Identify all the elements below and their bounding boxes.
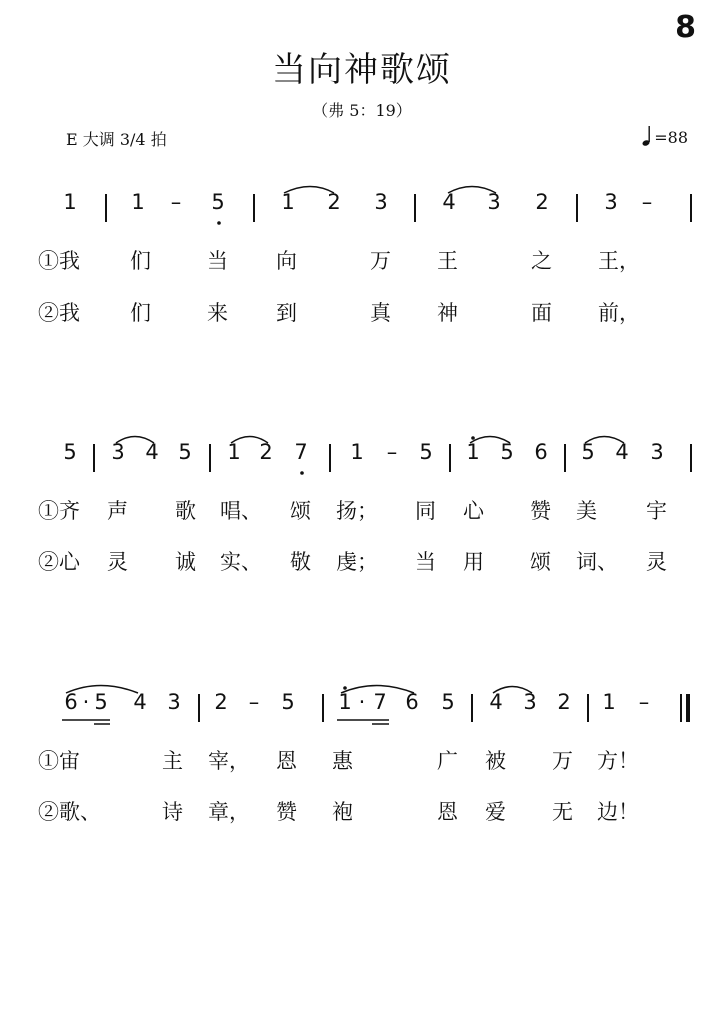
lyric: 恩	[437, 800, 458, 824]
note: 4	[442, 190, 456, 214]
note-extension: –	[386, 440, 398, 464]
note: 2	[535, 190, 549, 214]
key-and-meter: E 大调 3/4 拍	[66, 130, 167, 149]
lyric: 美	[576, 499, 597, 523]
slur	[470, 437, 510, 444]
note: 4	[489, 690, 503, 714]
lyric: 当	[415, 550, 436, 574]
slurs-and-octave-dots	[0, 440, 724, 500]
note: 5	[211, 190, 225, 214]
upper-octave-dot	[471, 436, 475, 440]
lyric: ①齐	[38, 499, 80, 523]
lyric: 章，	[208, 800, 250, 824]
notation-line-1	[0, 190, 724, 250]
lyric: 万	[370, 249, 391, 273]
note: 4	[615, 440, 629, 464]
note: 2	[557, 690, 571, 714]
notation-line-3	[0, 690, 724, 750]
lyric: 之	[531, 249, 552, 273]
lyric: 们	[130, 249, 151, 273]
slurs-underlines-and-octave-dots	[0, 690, 724, 750]
note: 1	[227, 440, 241, 464]
slur	[341, 686, 414, 694]
note: 1	[350, 440, 364, 464]
lyric: 宰，	[208, 749, 250, 773]
lower-octave-dot	[300, 471, 304, 475]
note: 7	[373, 690, 387, 714]
lyric: 来	[207, 301, 228, 325]
lyric: 词、	[576, 550, 618, 574]
augmentation-dot: ·	[358, 690, 366, 714]
slur	[116, 437, 154, 444]
lyric: 爱	[485, 800, 506, 824]
lyric: 王，	[598, 249, 640, 273]
note: 3	[374, 190, 388, 214]
lyric: 边！	[597, 800, 639, 824]
lyrics-verse-2-line-1	[0, 297, 724, 357]
slur	[66, 686, 138, 694]
lyric: 实、	[220, 550, 262, 574]
page-number: 8	[675, 10, 696, 45]
lyrics-verse-1-line-1	[0, 245, 724, 305]
note: 3	[487, 190, 501, 214]
note: 4	[145, 440, 159, 464]
note: 1	[602, 690, 616, 714]
lyric: 心	[463, 499, 484, 523]
note-extension: –	[170, 190, 182, 214]
lyrics-verse-2-line-2	[0, 546, 724, 606]
lyric: 赞	[530, 499, 551, 523]
note: 2	[214, 690, 228, 714]
lyrics-verse-2-line-3	[0, 796, 724, 856]
note: 7	[294, 440, 308, 464]
note: 1	[63, 190, 77, 214]
lyric: ②歌、	[38, 800, 101, 824]
slur	[585, 437, 624, 444]
note: 6	[64, 690, 78, 714]
slur	[493, 687, 532, 694]
lyric: 面	[531, 301, 552, 325]
lyric: 无	[552, 800, 573, 824]
lyric: 赞	[276, 800, 297, 824]
lyric: ②心	[38, 550, 80, 574]
song-title: 当向神歌颂	[272, 50, 452, 90]
note: 2	[327, 190, 341, 214]
lyric: 歌	[175, 499, 196, 523]
lyric: ①我	[38, 249, 80, 273]
quarter-note-icon	[642, 125, 652, 147]
note: 5	[281, 690, 295, 714]
note: 5	[419, 440, 433, 464]
slur	[231, 437, 268, 444]
note-extension: –	[641, 190, 653, 214]
lyric: 方！	[597, 749, 639, 773]
scripture-reference: （弗 5：19）	[312, 101, 412, 120]
note: 5	[441, 690, 455, 714]
lyric: 们	[130, 301, 151, 325]
lyric: 声	[107, 499, 128, 523]
lyric: 宇	[646, 499, 667, 523]
note: 6	[534, 440, 548, 464]
note: 6	[405, 690, 419, 714]
augmentation-dot: ·	[82, 690, 90, 714]
lyric: 广	[437, 749, 458, 773]
note: 5	[500, 440, 514, 464]
note: 1	[281, 190, 295, 214]
lyric: 真	[370, 301, 391, 325]
upper-octave-dot	[343, 686, 347, 690]
note: 3	[111, 440, 125, 464]
note: 3	[650, 440, 664, 464]
note: 3	[523, 690, 537, 714]
tempo-marking	[642, 125, 688, 147]
lyric: 恩	[276, 749, 297, 773]
lyric: 敬	[290, 550, 311, 574]
lyric: 唱、	[220, 499, 262, 523]
lyric: 袍	[332, 800, 353, 824]
lower-octave-dot	[217, 221, 221, 225]
slur	[448, 187, 496, 194]
lyric: 同	[415, 499, 436, 523]
lyric: 诚	[175, 550, 196, 574]
note: 4	[133, 690, 147, 714]
lyric: 诗	[162, 800, 183, 824]
note: 1	[131, 190, 145, 214]
notation-line-2	[0, 440, 724, 500]
lyric: 当	[207, 249, 228, 273]
note: 5	[178, 440, 192, 464]
lyric: 灵	[646, 550, 667, 574]
note: 1	[338, 690, 352, 714]
note: 3	[167, 690, 181, 714]
note: 3	[604, 190, 618, 214]
lyric: 灵	[107, 550, 128, 574]
lyric: 万	[552, 749, 573, 773]
lyric: 惠	[332, 749, 353, 773]
slurs-and-octave-dots	[0, 190, 724, 250]
lyric: 虔；	[336, 550, 378, 574]
lyric: 主	[162, 749, 183, 773]
lyric: ①宙	[38, 749, 80, 773]
slur	[284, 187, 334, 194]
lyric: 前，	[598, 301, 640, 325]
note: 5	[63, 440, 77, 464]
lyric: 到	[276, 301, 297, 325]
lyric: 被	[485, 749, 506, 773]
lyric: 扬；	[336, 499, 378, 523]
lyric: ②我	[38, 301, 80, 325]
note: 1	[466, 440, 480, 464]
note-extension: –	[248, 690, 260, 714]
lyric: 颂	[530, 550, 551, 574]
tempo-value: =88	[654, 128, 688, 147]
lyric: 神	[437, 301, 458, 325]
note: 2	[259, 440, 273, 464]
lyric: 颂	[290, 499, 311, 523]
note: 5	[581, 440, 595, 464]
note: 5	[94, 690, 108, 714]
lyric: 向	[276, 249, 297, 273]
lyric: 用	[463, 550, 484, 574]
note-extension: –	[638, 690, 650, 714]
lyric: 王	[437, 249, 458, 273]
